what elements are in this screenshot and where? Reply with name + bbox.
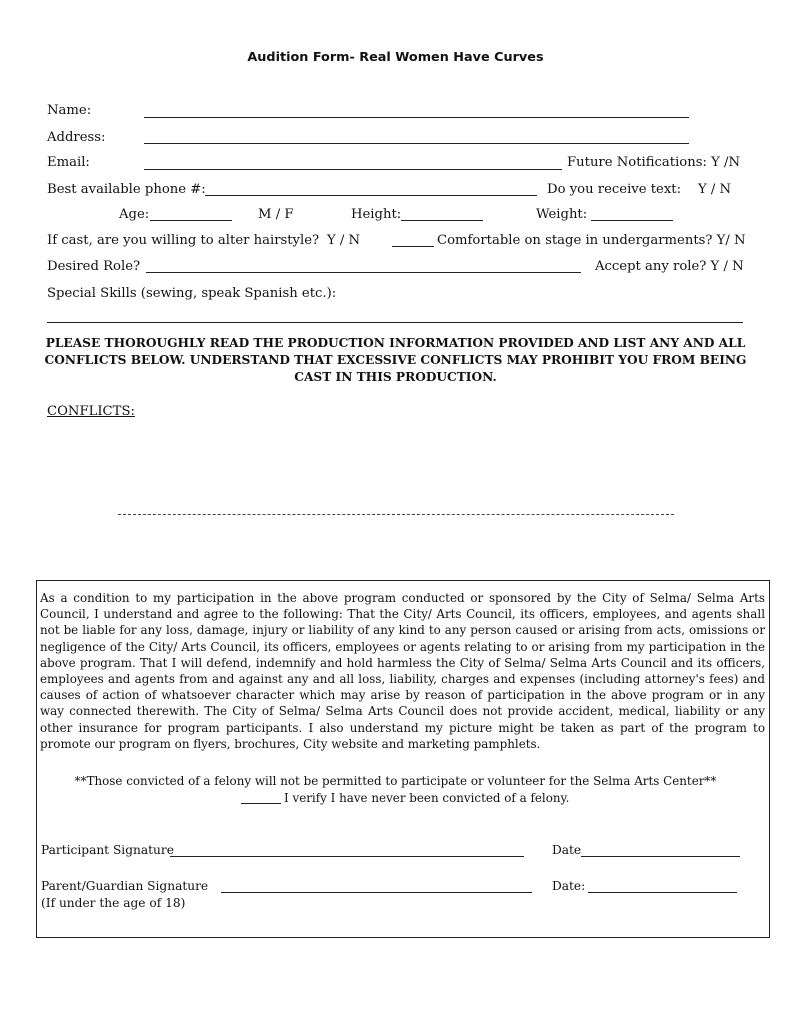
conflicts-divider	[118, 514, 674, 515]
age-field[interactable]	[150, 220, 232, 221]
conflicts-label: CONFLICTS:	[47, 404, 135, 419]
gender-mf[interactable]: M / F	[258, 207, 294, 222]
felony-verify-text: I verify I have never been convicted of a felony.	[284, 791, 570, 805]
special-skills-label: Special Skills (sewing, speak Spanish etc.):	[47, 286, 337, 301]
height-label: Height:	[351, 207, 402, 222]
receive-text-yn[interactable]: Y / N	[698, 182, 732, 197]
receive-text-label: Do you receive text:	[547, 182, 682, 197]
undergarments-label[interactable]: Comfortable on stage in undergarments? Y/ N	[437, 233, 746, 248]
future-notifications-label[interactable]: Future Notifications: Y /N	[567, 155, 741, 170]
name-label: Name:	[47, 103, 92, 118]
date-field-1[interactable]	[581, 856, 740, 857]
waiver-text: As a condition to my participation in the above program conducted or sponsored by the City of Selma/ Selma Arts Council, I understand and agree to the following: That the City/ Arts Council, its officers, employees, and agents shall not be liable for any loss, damage, injury or liability of any kind to any person caused or arising from acts, omissions or negligence of the City/ Arts Council, its officers, employees or agents relating to or arising from my participation in the above program. That I will defend, indemnify and hold harmless the City of Selma/ Selma Arts Council and its officers, employees and agents from and against any and all loss, liability, charges and expenses (including attorney's fees) and causes of action of whatsoever character which may arise by reason of participation in the above program or in any way connected therewith. The City of Selma/ Selma Arts Council does not provide accident, medical, liability or any other insurance for program participants. I also understand my picture might be taken as part of the program to promote our program on flyers, brochures, City website and marketing pamphlets.	[40, 591, 765, 751]
date-label-2: Date:	[552, 879, 586, 893]
participant-signature-field[interactable]	[170, 856, 524, 857]
participant-signature-label: Participant Signature	[41, 843, 174, 857]
felony-notice: **Those convicted of a felony will not be permitted to participate or volunteer for the Selma Arts Center**	[74, 774, 717, 788]
special-skills-field[interactable]	[47, 322, 743, 323]
weight-field[interactable]	[591, 220, 673, 221]
weight-label: Weight:	[536, 207, 588, 222]
form-title: Audition Form- Real Women Have Curves	[247, 50, 544, 65]
desired-role-label: Desired Role?	[47, 259, 141, 274]
address-field[interactable]	[144, 143, 689, 144]
alter-hairstyle-yn[interactable]: Y / N	[327, 233, 361, 248]
name-field[interactable]	[144, 117, 689, 118]
email-label: Email:	[47, 155, 90, 170]
date-label-1: Date	[552, 843, 582, 857]
parent-signature-field[interactable]	[221, 892, 532, 893]
desired-role-field[interactable]	[146, 272, 581, 273]
felony-verify-blank[interactable]	[241, 803, 281, 804]
parent-signature-label: Parent/Guardian Signature	[41, 879, 209, 893]
undergarments-blank[interactable]	[392, 246, 434, 247]
alter-hairstyle-label: If cast, are you willing to alter hairstyle?	[47, 233, 320, 248]
conflicts-notice: PLEASE THOROUGHLY READ THE PRODUCTION INFORMATION PROVIDED AND LIST ANY AND ALL CONFLICTS BELOW. UNDERSTAND THAT EXCESSIVE CONFLICTS MAY PROHIBIT YOU FROM BEING CAST IN THIS PRODUCTION.	[44, 336, 747, 384]
address-label: Address:	[47, 130, 106, 145]
age-label: Age:	[119, 207, 150, 222]
height-field[interactable]	[401, 220, 483, 221]
phone-field[interactable]	[205, 195, 537, 196]
date-field-2[interactable]	[588, 892, 737, 893]
accept-any-role[interactable]: Accept any role? Y / N	[595, 259, 744, 274]
under-age-note: (If under the age of 18)	[41, 896, 186, 910]
email-field[interactable]	[144, 169, 562, 170]
phone-label: Best available phone #:	[47, 182, 206, 197]
